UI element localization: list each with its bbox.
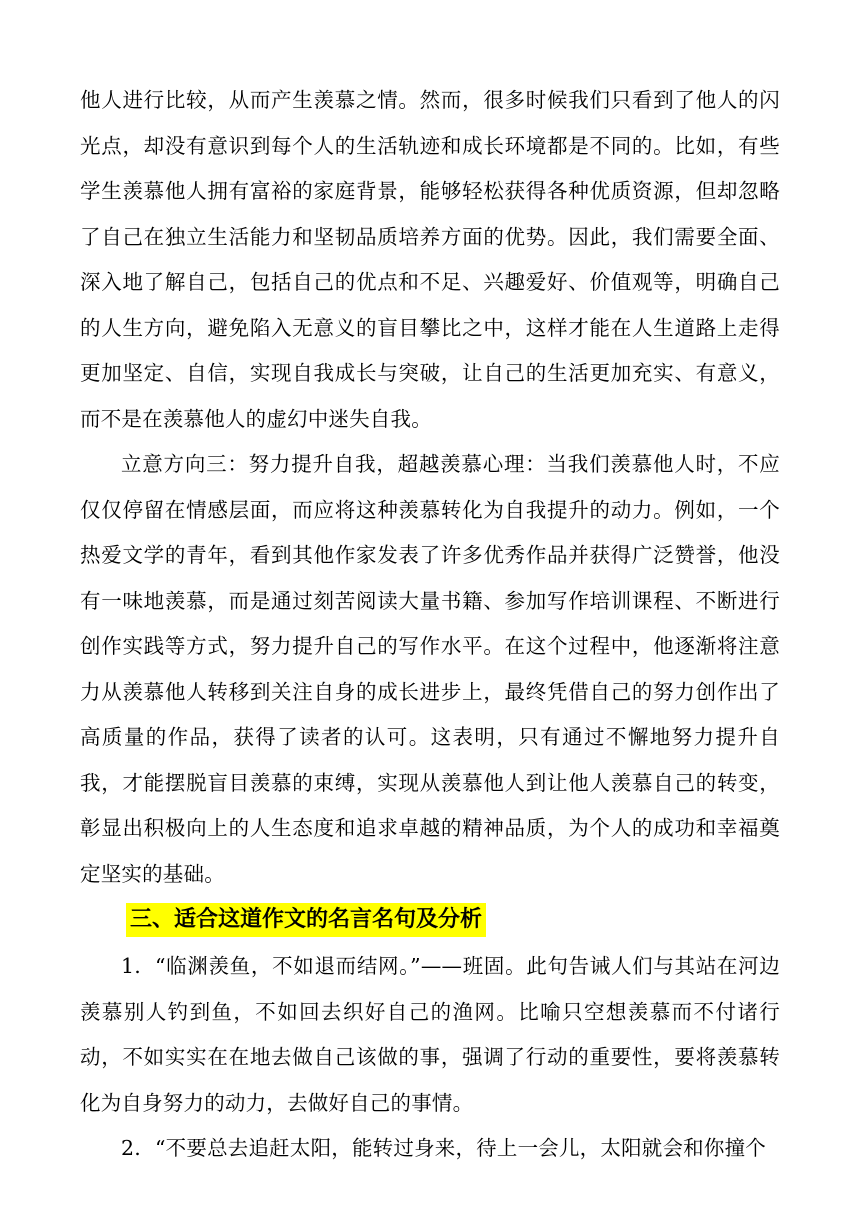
section-heading-container (126, 900, 780, 940)
quote-text: “不要总去追赶太阳，能转过身来，待上一会儿，太阳就会和你撞个 (155, 1136, 766, 1160)
quote-number: 2. (121, 1136, 141, 1160)
quote-item (80, 1126, 780, 1172)
document-page (80, 78, 780, 1172)
body-paragraph: 立意方向三：努力提升自我，超越羡慕心理：当我们羡慕他人时，不应仅仅停留在情感层面，而应将这种羡慕转化为自我提升的动力。例如，一个热爱文学的青年，看到其他作家发表了许多优秀作品并获得广泛赞誉，他没有一味地羡慕，而是通过刻苦阅读大量书籍、参加写作培训课程、不断进行创作实践等方式，努力提升自己的写作水平。在这个过程中，他逐渐将注意力从羡慕他人转移到关注自身的成长进步上，最终凭借自己的努力创作出了高质量的作品，获得了读者的认可。这表明，只有通过不懈地努力提升自我，才能摆脱盲目羡慕的束缚，实现从羡慕他人到让他人羡慕自己的转变，彰显出积极向上的人生态度和追求卓越的精神品质，为个人的成功和幸福奠定坚实的基础。 (80, 452, 780, 886)
quote-text: “临渊羡鱼，不如退而结网。”——班固。此句告诫人们与其站在河边羡慕别人钓到鱼，不如回去织好自己的渔网。比喻只空想羡慕而不付诸行动，不如实实在在地去做自己该做的事，强调了行动的重要性，要将羡慕转化为自身努力的动力，去做好自己的事情。 (80, 954, 780, 1115)
quote-item (80, 944, 780, 1126)
quote-number: 1. (121, 954, 141, 978)
body-paragraph: 他人进行比较，从而产生羡慕之情。然而，很多时候我们只看到了他人的闪光点，却没有意识到每个人的生活轨迹和成长环境都是不同的。比如，有些学生羡慕他人拥有富裕的家庭背景，能够轻松获得各种优质资源，但却忽略了自己在独立生活能力和坚韧品质培养方面的优势。因此，我们需要全面、深入地了解自己，包括自己的优点和不足、兴趣爱好、价值观等，明确自己的人生方向，避免陷入无意义的盲目攀比之中，这样才能在人生道路上走得更加坚定、自信，实现自我成长与突破，让自己的生活更加充实、有意义，而不是在羡慕他人的虚幻中迷失自我。 (80, 88, 780, 431)
section-heading: 三、适合这道作文的名言名句及分析 (126, 903, 486, 937)
